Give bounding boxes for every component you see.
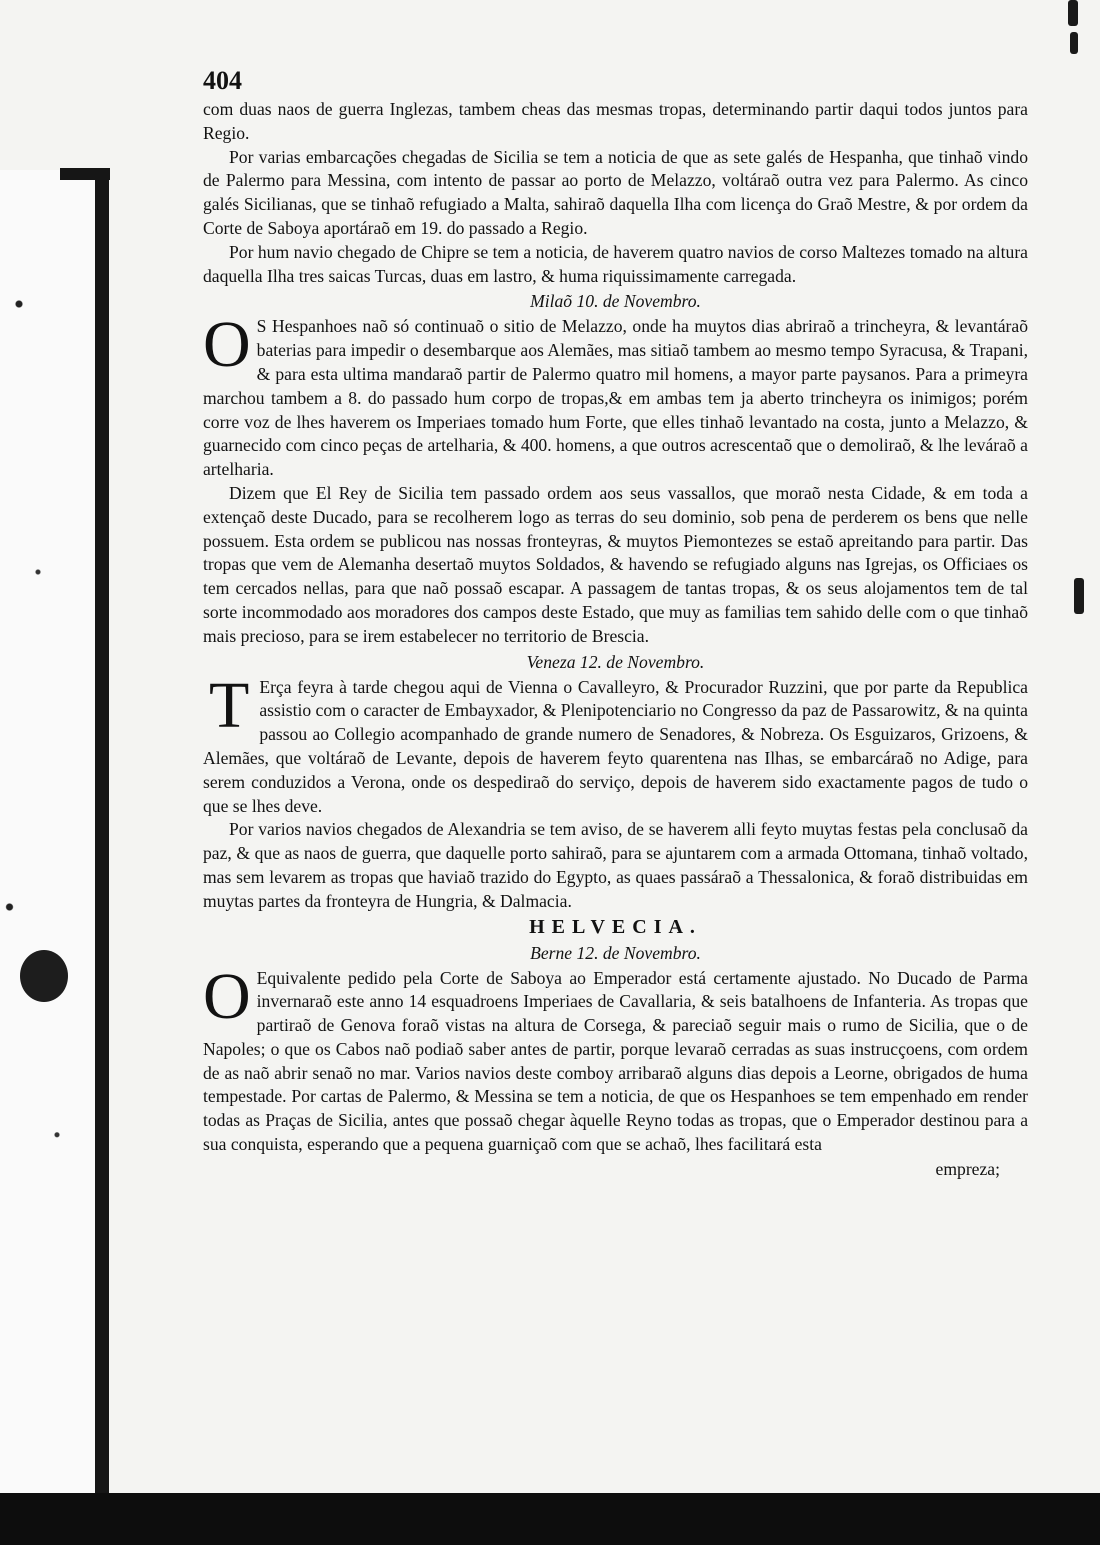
drop-cap: O: [203, 308, 251, 382]
drop-cap: T: [209, 668, 250, 742]
paragraph-berne-1: [203, 959, 1028, 1157]
right-edge-mark: [1070, 32, 1078, 54]
right-edge-mark: [1068, 0, 1078, 26]
page-number: 404: [203, 66, 242, 95]
left-margin-scan-noise: [0, 170, 95, 1510]
right-edge-mark: [1074, 578, 1084, 614]
dateline-berne: Berne 12. de Novembro.: [530, 942, 701, 963]
paragraph-chipre: Por hum navio chegado de Chipre se tem a noticia, de haverem quatro navios de corso Maltezes tomado na altura daquella Ilha tres saicas Turcas, duas em lastro, & huma riquissimamente carregada.: [203, 241, 1028, 286]
dateline-veneza: Veneza 12. de Novembro.: [526, 651, 705, 672]
paragraph-sicilia-gales: Por varias embarcações chegadas de Sicilia se tem a noticia de que as sete galés de Hespanha, que tinhaõ vindo de Palermo para Messina, com intento de passar ao porto de Melazzo, voltáraõ outra vez para Palermo. As cinco galés Sicilianas, que se tinhaõ refugiado a Malta, sahiraõ daquella Ilha com licença do Graõ Mestre, & por ordem da Corte de Saboya aportáraõ em 19. do passado a Regio.: [203, 146, 1028, 238]
paragraph-milao-1: [203, 308, 1028, 482]
ink-blot: [20, 950, 68, 1002]
drop-cap: O: [203, 959, 251, 1033]
section-heading-helvecia: HELVECIA.: [529, 915, 702, 938]
paragraph-text: Erça feyra à tarde chegou aqui de Vienna o Cavalleyro, & Procurador Ruzzini, que por parte da Republica assistio com o caracter de Embayxador, & Plenipotenciario no Congresso da paz de Passarowitz, & na quinta passou ao Collegio acompanhado de grande numero de Senadores, & Nobreza. Os Esguizaros, Grizoens, & Alemães, que voltáraõ de Levante, depois de haverem feyto quarentena nas Ilhas, se embarcáraõ no Adige, para serem conduzidos a Verona, onde os despediraõ do serviço, depois de haverem sido exactamente pagos de tudo o que se lhes deve.: [203, 676, 1028, 816]
catchword: empreza;: [935, 1158, 1000, 1179]
dateline-milao: Milaõ 10. de Novembro.: [530, 291, 701, 312]
bottom-scan-border: [0, 1493, 1100, 1545]
continuation-paragraph: com duas naos de guerra Inglezas, tambem cheas das mesmas tropas, determinando partir daqui todos juntos para Regio.: [203, 99, 1028, 143]
paragraph-text: S Hespanhoes naõ só continuaõ o sitio de Melazzo, onde ha muytos dias abriraõ a trincheyra, & levantáraõ baterias para impedir o desembarque aos Alemães, mas sitiaõ tambem ao mesmo tempo Syracusa, & Trapani, & para esta ultima mandaraõ partir de Palermo quatro mil homens, a mayor parte paysanos. Para a primeyra marchou tambem a 8. do passado hum corpo de tropas,& em ambas tem ja aberto trincheyra os inimigos; porém corre voz de lhes haverem os Imperiaes tomado hum Forte, que elles tinhaõ levantado na costa, junto a Melazzo, & guarnecido com cinco peças de artelharia, & 400. homens, a que outros acrescentaõ que o demoliraõ, & lhe leváraõ a artelharia.: [203, 316, 1028, 480]
paragraph-text: Equivalente pedido pela Corte de Saboya ao Emperador está certamente ajustado. No Ducado de Parma invernaraõ este anno 14 esquadroens Imperiaes de Cavallaria, & seis batalhoens de Infanteria. As tropas que partiraõ de Genova foraõ vistas na altura de Corsega, & pareciaõ seguir mais o rumo de Sicilia, que o de Napoles; o que os Cabos naõ podiaõ saber antes de partir, porque levaraõ cerradas as suas instrucçoens, com ordem de as naõ abrir senaõ no mar. Varios navios deste comboy arribaraõ alguns dias depois a Leorne, obrigados de huma tempestade. Por cartas de Palermo, & Messina se tem a noticia, de que os Hespanhoes se tem empenhado em render todas as Praças de Sicilia, antes que possaõ chegar àquelle Reyno todas as tropas, que o Emperador destinou para a sua conquista, esperando que a pequena guarniçaõ com que se achaõ, lhes facilitará esta: [203, 967, 1028, 1155]
paragraph-veneza-2: Por varios navios chegados de Alexandria se tem aviso, de se haverem alli feyto muytas festas pela conclusaõ da paz, & que as naos de guerra, que daquelle porto sahiraõ, para se ajuntarem com a armada Ottomana, tinhaõ voltado, mas sem levarem as tropas que haviaõ trazido do Egypto, as quaes passáraõ a Thessalonica, & foraõ distribuidas em muytas partes da fronteyra de Hungria, & Dalmacia.: [203, 819, 1028, 911]
page-text-block: [203, 66, 1028, 1181]
paragraph-milao-2: Dizem que El Rey de Sicilia tem passado ordem aos seus vassallos, que moraõ nesta Cidade, & em toda a extençaõ deste Ducado, para se recolherem logo as terras do seu dominio, sob pena de perderem os bens que nelle possuem. Esta ordem se publicou nas nossas fronteyras, & muytos Piemontezes se estaõ apreitando para partir. Das tropas que vem de Alemanha desertaõ muytos Soldados, & havendo se refugiado alguns nas Igrejas, os Officiaes os tem cercados nellas, para que naõ possaõ escapar. A passagem de tantas tropas, & os seus alojamentos tem de tal sorte incommodado aos moradores dos campos deste Estado, que muy as familias tem sahido delle com o que tinhaõ mais precioso, para se irem estabelecer no territorio de Brescia.: [203, 482, 1028, 646]
binding-edge-shadow: [95, 168, 109, 1508]
paragraph-veneza-1: [203, 668, 1028, 819]
